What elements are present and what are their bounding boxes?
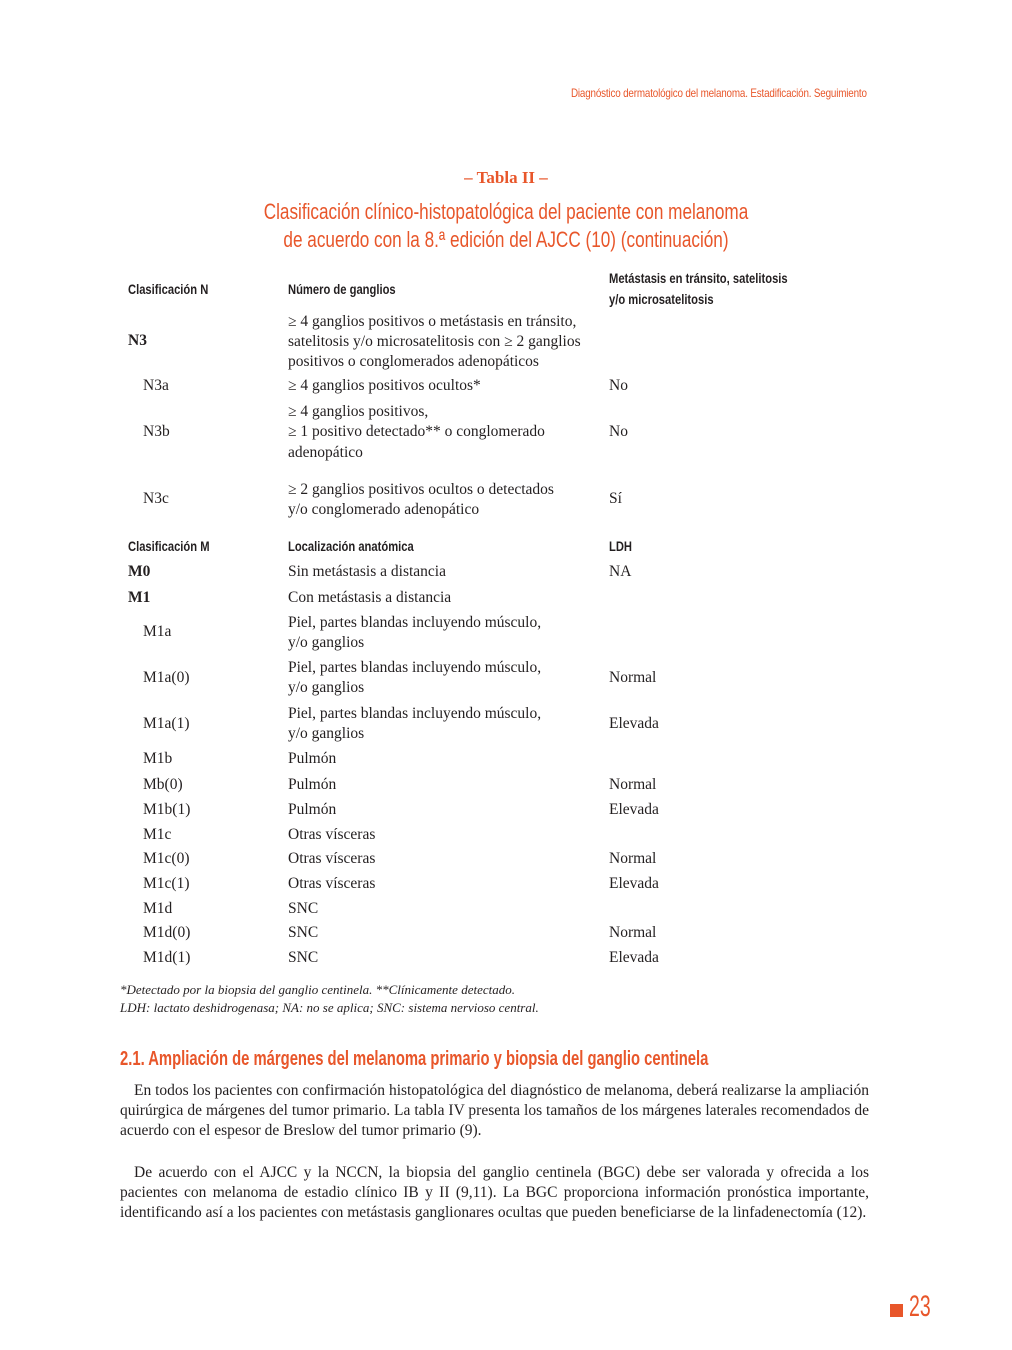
n3c-desc-line-1: ≥ 2 ganglios positivos ocultos o detectados bbox=[288, 481, 554, 498]
running-header: Diagnóstico dermatológico del melanoma. Estadificación. Seguimiento bbox=[571, 86, 867, 100]
n3-desc-line-3: positivos o conglomerados adenopáticos bbox=[288, 353, 539, 370]
n3b-desc-line-2: ≥ 1 positivo detectado** o conglomerado bbox=[288, 423, 545, 440]
n3a-value: No bbox=[609, 377, 628, 394]
m1d1-value: Elevada bbox=[609, 949, 659, 966]
mb0-classification: Mb(0) bbox=[143, 776, 183, 793]
body-paragraph-1: En todos los pacientes con confirmación histopatológica del diagnóstico de melanoma, deberá realizarse la ampliación quirúrgica de márgenes del tumor primario. La tabla IV presenta los tamaños de los márgenes laterales recomendados de acuerdo con el espesor de Breslow del tumor primario (9). bbox=[120, 1082, 869, 1139]
m1c-classification: M1c bbox=[143, 826, 172, 843]
m1c-desc: Otras vísceras bbox=[288, 826, 376, 843]
m1-classification: M1 bbox=[128, 589, 151, 606]
m1a0-classification: M1a(0) bbox=[143, 669, 190, 686]
n-header-node-count: Número de ganglios bbox=[288, 281, 396, 297]
table-title-line-1: Clasificación clínico-histopatológica del paciente con melanoma bbox=[263, 199, 749, 224]
m1c1-value: Elevada bbox=[609, 875, 659, 892]
m1a1-desc-line-2: y/o ganglios bbox=[288, 725, 365, 742]
m1b1-classification: M1b(1) bbox=[143, 801, 191, 818]
m1c0-classification: M1c(0) bbox=[143, 850, 190, 867]
m1b1-value: Elevada bbox=[609, 801, 659, 818]
m-header-classification: Clasificación M bbox=[128, 538, 210, 554]
m1a1-desc-line-1: Piel, partes blandas incluyendo músculo, bbox=[288, 705, 542, 722]
n3c-value: Sí bbox=[609, 490, 622, 507]
m1b-classification: M1b bbox=[143, 750, 173, 767]
table-title-line-2: de acuerdo con la 8.ª edición del AJCC (10) (continuación) bbox=[283, 227, 729, 252]
m1a0-value: Normal bbox=[609, 669, 657, 686]
m1c1-desc: Otras vísceras bbox=[288, 875, 376, 892]
n3b-value: No bbox=[609, 423, 628, 440]
m1b1-desc: Pulmón bbox=[288, 801, 337, 818]
m1d0-classification: M1d(0) bbox=[143, 924, 191, 941]
n3c-desc-line-2: y/o conglomerado adenopático bbox=[288, 501, 480, 518]
table-footnote-2: LDH: lactato deshidrogenasa; NA: no se aplica; SNC: sistema nervioso central. bbox=[120, 1000, 539, 1015]
n-header-classification: Clasificación N bbox=[128, 281, 209, 297]
mb0-desc: Pulmón bbox=[288, 776, 337, 793]
page-number: 23 bbox=[909, 1290, 931, 1323]
m1d-desc: SNC bbox=[288, 900, 319, 917]
table-title bbox=[0, 198, 1012, 254]
mb0-value: Normal bbox=[609, 776, 657, 793]
m1a-classification: M1a bbox=[143, 623, 172, 640]
body-paragraph-2: De acuerdo con el AJCC y la NCCN, la biopsia del ganglio centinela (BGC) debe ser valorada y ofrecida a los pacientes con melanoma de estadio clínico IB y II (9,11). La BGC proporciona información pronóstica importante, identificando así a los pacientes con metástasis ganglionares ocultas que pueden beneficiarse de la linfadenectomía (12). bbox=[120, 1164, 869, 1221]
table-footnote-1: *Detectado por la biopsia del ganglio centinela. **Clínicamente detectado. bbox=[120, 982, 515, 997]
m1c0-desc: Otras vísceras bbox=[288, 850, 376, 867]
n3-classification: N3 bbox=[128, 332, 147, 349]
page-marker bbox=[890, 1290, 942, 1324]
page-square-icon bbox=[890, 1304, 903, 1317]
m1a0-desc-line-2: y/o ganglios bbox=[288, 679, 365, 696]
m1a-desc-line-2: y/o ganglios bbox=[288, 634, 365, 651]
m1c1-classification: M1c(1) bbox=[143, 875, 190, 892]
table-label: – Tabla II – bbox=[464, 168, 548, 187]
m1a1-classification: M1a(1) bbox=[143, 715, 190, 732]
m1d1-desc: SNC bbox=[288, 949, 319, 966]
m1a-desc-line-1: Piel, partes blandas incluyendo músculo, bbox=[288, 614, 542, 631]
m1-desc: Con metástasis a distancia bbox=[288, 589, 452, 606]
n3a-desc-line-1: ≥ 4 ganglios positivos ocultos* bbox=[288, 377, 481, 394]
m1b-desc: Pulmón bbox=[288, 750, 337, 767]
m1c0-value: Normal bbox=[609, 850, 657, 867]
m0-classification: M0 bbox=[128, 563, 151, 580]
n-header-transit-line-2: y/o microsatelitosis bbox=[609, 291, 714, 307]
n3a-classification: N3a bbox=[143, 377, 169, 394]
m1a0-desc-line-1: Piel, partes blandas incluyendo músculo, bbox=[288, 659, 542, 676]
n3c-classification: N3c bbox=[143, 490, 169, 507]
m-header-ldh: LDH bbox=[609, 538, 633, 554]
m0-value: NA bbox=[609, 563, 632, 580]
m1d-classification: M1d bbox=[143, 900, 173, 917]
m1d0-desc: SNC bbox=[288, 924, 319, 941]
n-header-transit-line-1: Metástasis en tránsito, satelitosis bbox=[609, 270, 788, 286]
n3b-classification: N3b bbox=[143, 423, 170, 440]
section-heading: 2.1. Ampliación de márgenes del melanoma primario y biopsia del ganglio centinela bbox=[120, 1048, 709, 1070]
n3-desc-line-2: satelitosis y/o microsatelitosis con ≥ 2 ganglios bbox=[288, 333, 581, 350]
m1d1-classification: M1d(1) bbox=[143, 949, 191, 966]
m-header-location: Localización anatómica bbox=[288, 538, 414, 554]
m1d0-value: Normal bbox=[609, 924, 657, 941]
n3-desc-line-1: ≥ 4 ganglios positivos o metástasis en tránsito, bbox=[288, 313, 577, 330]
m0-desc: Sin metástasis a distancia bbox=[288, 563, 446, 580]
n3b-desc-line-3: adenopático bbox=[288, 444, 363, 461]
n3b-desc-line-1: ≥ 4 ganglios positivos, bbox=[288, 403, 429, 420]
m1a1-value: Elevada bbox=[609, 715, 659, 732]
